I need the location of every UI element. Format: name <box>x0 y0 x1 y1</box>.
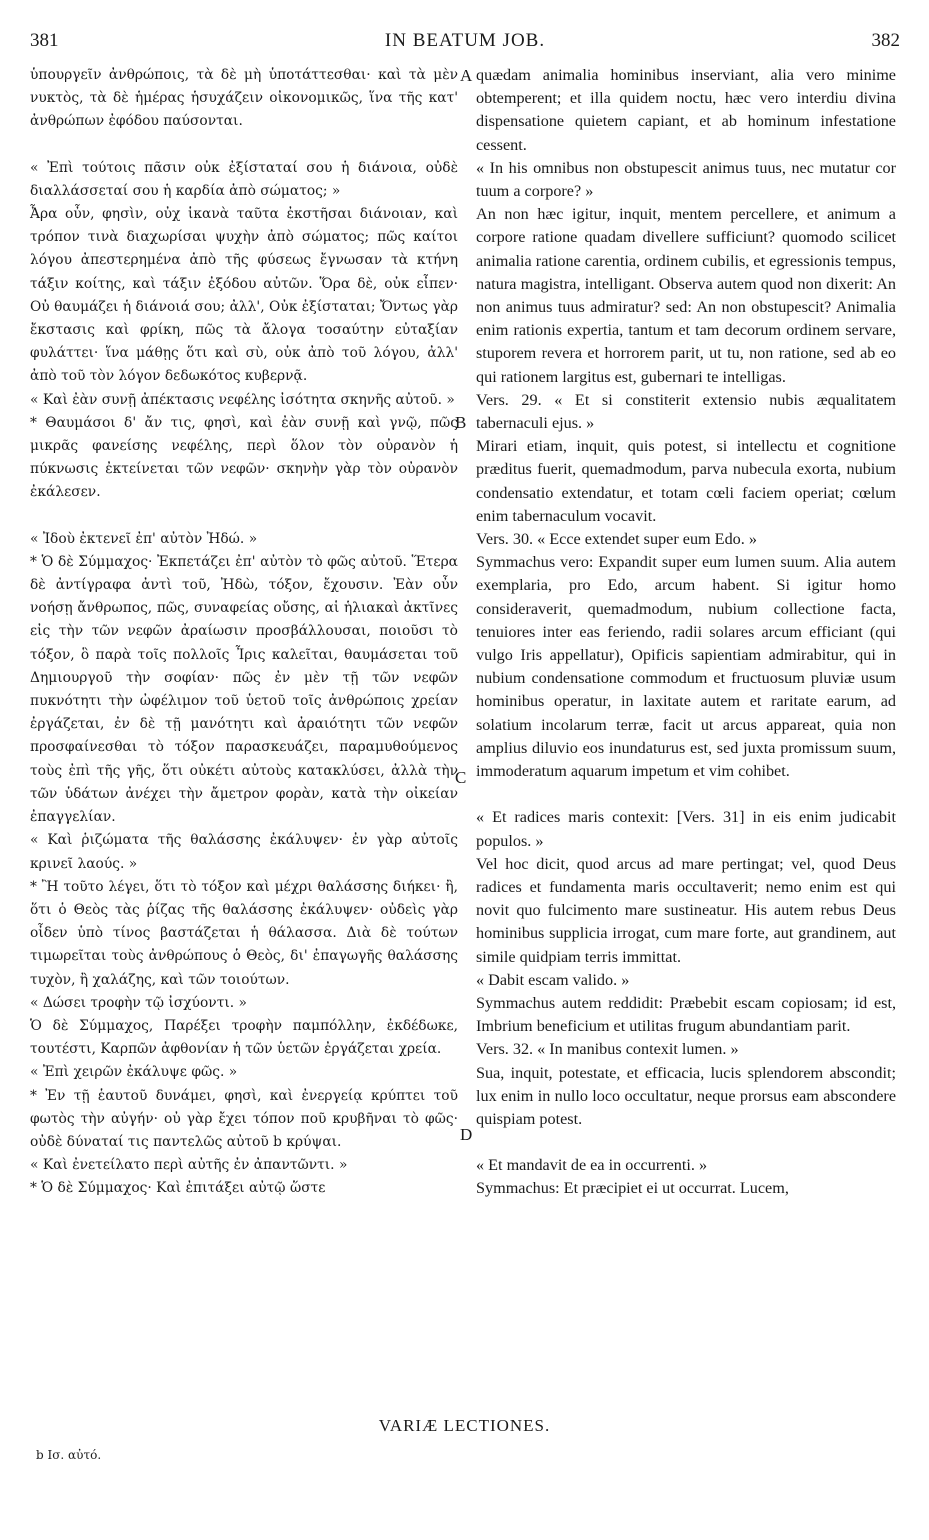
latin-paragraph: « In his omnibus non obstupescit animus tuus, nec mutatur cor tuum a corpore? » <box>476 158 896 201</box>
latin-paragraph: Vers. 29. « Et si constiterit extensio nubis æqualitatem tabernaculi ejus. » <box>476 390 896 433</box>
greek-paragraph: * Ἢ τοῦτο λέγει, ὅτι τὸ τόξον καὶ μέχρι θαλάσσης διήκει· ἢ, ὅτι ὁ Θεὸς τὰς ῥίζας τῆς θαλάσσης ἐκάλυψεν· οὐδεὶς γὰρ οἶδεν ὑπὸ τίνος βαστάζεται ἡ θάλασσα. Διὰ δὲ τούτων τιμωρεῖται τοὺς ἀνθρώπους ὁ Θεὸς, δι' ἐπαγωγῆς θαλάσσης τυχὸν, ἢ χαλάζης, καὶ τῶν τοιούτων. <box>30 878 458 988</box>
greek-paragraph: « Ἰδοὺ ἐκτενεῖ ἐπ' αὐτὸν Ἠδώ. » <box>30 530 258 547</box>
greek-paragraph: * Ὁ δὲ Σύμμαχος· Καὶ ἐπιτάξει αὐτῷ ὥστε <box>30 1180 326 1197</box>
latin-paragraph: An non hæc igitur, inquit, mentem percellere, et animum a corpore ratione quadam divellere sufficiunt? quomodo scilicet animalia ratione carentia, ordinem cubilis, et egressionis tempus, natura magistra, intelligant. Observa autem quod non dixerit: An non animus tuus admiratur? sed: An non obstupescit? Animalia enim rationis expertia, tantum et tam decorum ordinem servare, stuporem revera et horrorem parit, ut tu, non ratione, sed ab eo qui rationem largitus est, gubernari te intelligas. <box>476 205 896 386</box>
page-number-right: 382 <box>871 30 900 51</box>
section-marker-a: A <box>460 66 473 85</box>
greek-paragraph: * Ὁ δὲ Σύμμαχος· Ἐκπετάζει ἐπ' αὐτὸν τὸ φῶς αὐτοῦ. Ἕτερα δὲ ἀντίγραφα ἀντὶ τοῦ, Ἠδὼ, τόξον, ἔχουσιν. Ἐὰν οὖν νοήσῃ ἄνθρωπος, πῶς, συναφείας οὔσης, αἱ ἡλιακαὶ ἀκτῖνες εἰς τὴν τῶν νεφῶν ἀραίωσιν προσβάλλουσαι, ποιοῦσι τὸ τόξον, ὃ παρὰ τοῖς πολλοῖς Ἶρις καλεῖται, θαυμάσεται τοῦ Δημιουργοῦ τὴν σοφίαν· πῶς ἐν μὲν τῇ τῶν νεφῶν πυκνότητι τὴν ὠφέλιμον τοῦ ὑετοῦ τοῖς ἀνθρώποις χρείαν ἐργάζεται, ἐν δὲ τῇ μανότητι καὶ ἀραιότητι τῶν νεφῶν προσφαίνεσθαι τὸ τόξον παρασκευάζει, παραμυθούμενος τοὺς ἐπὶ τῆς γῆς, ὅτι οὐκέτι αὐτοὺς κατακλύσει, ἀλλὰ τὴν τῶν ὑδάτων ἀνέχει τὴν ἄμετρον φορὰν, κατὰ τὴν οἰκείαν ἐπαγγελίαν. <box>30 553 458 826</box>
latin-column <box>476 64 896 1201</box>
section-marker-c: C <box>455 768 467 787</box>
latin-paragraph: Mirari etiam, inquit, quis potest, si intellectu et cognitione præditus fuerit, quemadmodum, parva nubecula exorta, nubium condensatio extendatur, et totam cœli faciem operiat; cœlum enim tabernaculum vocavit. <box>476 437 896 525</box>
greek-paragraph: « Ἐπὶ τούτοις πᾶσιν οὐκ ἐξίσταταί σου ἡ διάνοια, οὐδὲ διαλλάσσεταί σου ἡ καρδία ἀπὸ σώματος; » <box>30 159 458 199</box>
greek-paragraph: « Καὶ ἐνετείλατο περὶ αὐτῆς ἐν ἀπαντῶντι. » <box>30 1157 348 1174</box>
latin-paragraph: « Et radices maris contexit: [Vers. 31] in eis enim judicabit populos. » <box>476 808 896 850</box>
latin-paragraph: Vers. 32. « In manibus contexit lumen. » <box>476 1040 739 1059</box>
greek-column <box>30 64 458 1201</box>
greek-paragraph: * Ἐν τῇ ἑαυτοῦ δυνάμει, φησὶ, καὶ ἐνεργείᾳ κρύπτει τοῦ φωτὸς τὴν αὐγήν· οὐ γὰρ ἔχει τόπον ποῦ κρυβῆναι τὸ φῶς· οὐδὲ δύναταί τις παντελῶς αὐτοῦ b κρύψαι. <box>30 1087 458 1150</box>
latin-paragraph: Sua, inquit, potestate, et efficacia, lucis splendorem abscondit; lux enim in nullo loco occultatur, neque prorsus eam abscondere quispiam potest. <box>476 1063 896 1128</box>
section-marker-d: D <box>460 1125 473 1144</box>
running-title: IN BEATUM JOB. <box>384 30 546 51</box>
footnote: b Ισ. αὐτό. <box>36 1448 102 1462</box>
greek-paragraph: * Θαυμάσοι δ' ἄν τις, φησὶ, καὶ ἐὰν συνῇ καὶ γνῷ, πῶς μικρᾶς φανείσης νεφέλης, περὶ ὅλον τὸν οὐρανὸν ἡ πύκνωσις ἐκτείνεται τῶν νεφῶν· σκηνὴν γὰρ τὸν οὐρανὸν ἐκάλεσεν. <box>30 414 458 501</box>
greek-paragraph: « Καὶ ῥιζώματα τῆς θαλάσσης ἐκάλυψεν· ἐν γὰρ αὐτοῖς κρινεῖ λαούς. » <box>30 832 458 872</box>
greek-paragraph: Ὁ δὲ Σύμμαχος, Παρέξει τροφὴν παμπόλλην, ἐκδέδωκε, τουτέστι, Καρπῶν ἀφθονίαν ἡ τῶν ὑετῶν ἐργάζεται χρεία. <box>30 1017 458 1058</box>
latin-paragraph: « Et mandavit de ea in occurrenti. » <box>476 1156 708 1175</box>
latin-paragraph: Vers. 30. « Ecce extendet super eum Edo. » <box>476 530 757 549</box>
greek-paragraph: « Δώσει τροφὴν τῷ ἰσχύοντι. » <box>30 994 247 1011</box>
greek-paragraph: « Καὶ ἐὰν συνῇ ἀπέκτασις νεφέλης ἰσότητα σκηνῆς αὐτοῦ. » <box>30 391 455 408</box>
running-header <box>30 30 900 60</box>
page-number-left: 381 <box>30 30 59 51</box>
variae-lectiones-heading: VARIÆ LECTIONES. <box>378 1416 551 1435</box>
latin-paragraph: Symmachus autem reddidit: Præbebit escam copiosam; id est, Imbrium beneficium et utilitas frugum abundantiam parit. <box>476 993 896 1036</box>
latin-paragraph: Vel hoc dicit, quod arcus ad mare pertingat; vel, quod Deus radices et fundamenta maris occultaverit; nemo enim est qui novit quo fulcimento mare sustineatur. His autem rebus Deus hominibus supplicia irrogat, cum mare forte, aut grandinem, aut simile quidpiam terris immittat. <box>476 854 896 966</box>
latin-paragraph: « Dabit escam valido. » <box>476 970 630 989</box>
section-marker-b: B <box>455 413 467 432</box>
latin-paragraph: quædam animalia hominibus inserviant, alia vero minime obtemperent; et illa quidem noctu, hæc vero interdiu divina dispensatione quietem capiant, et ab hominum infestatione cessent. <box>476 66 896 154</box>
latin-paragraph: Symmachus: Et præcipiet ei ut occurrat. Lucem, <box>476 1179 789 1198</box>
greek-paragraph: Ἆρα οὖν, φησὶν, οὐχ ἱκανὰ ταῦτα ἐκστῆσαι διάνοιαν, καὶ τρόπον τινὰ διαχωρίσαι ψυχὴν ἀπὸ σώματος; πῶς καίτοι λόγου ἀπεστερημένα ἀπὸ τῆς φύσεως ἔγνωσαν τὰ κτήνη τάξιν κοίτης, καὶ τάξιν ἐξόδου αὐτῶν. Ὅρα δὲ, οὐκ εἶπεν· Οὐ θαυμάζει ἡ διάνοιά σου; ἀλλ', Οὐκ ἐξίσταται; Ὄντως γὰρ ἔκστασις καὶ φρίκη, πῶς τὰ ἄλογα τοσαύτην εὐταξίαν φυλάττει· ἵνα μάθῃς ὅτι καὶ σὺ, οὐκ ἀπὸ τοῦ λόγου, ἀλλ' ἀπὸ τοῦ τὸν λόγον δεδωκότος κυβερνᾷ. <box>30 206 458 385</box>
greek-paragraph: ὑπουργεῖν ἀνθρώποις, τὰ δὲ μὴ ὑποτάττεσθαι· καὶ τὰ μὲν νυκτὸς, τὰ δὲ ἡμέρας ἡσυχάζειν οἰκονομικῶς, ἵνα τῆς κατ' ἀνθρώπων ἐφόδου παύσονται. <box>30 67 458 130</box>
greek-paragraph: « Ἐπὶ χειρῶν ἐκάλυψε φῶς. » <box>30 1064 238 1081</box>
latin-paragraph: Symmachus vero: Expandit super eum lumen suum. Alia autem exemplaria, pro Edo, arcum habent. Si igitur homo consideraverit, quemadmodum, nubium collectione facta, tenuiores inter eas feriendo, radii solares arcum efficiant (qui vulgo Iris appellatur), Opificis sapientiam admirabitur, qui in nubium condensatione commodum et fructuosum pluviæ usum hominibus operatur, in laxitate autem et raritate earum, ad solatium incolarum terræ, facit ut arcus appareat, quia non amplius diluvio eos inundaturus est, sed juxta promissum suum, immoderatum aquarum impetum et vim cohibet. <box>476 553 896 781</box>
